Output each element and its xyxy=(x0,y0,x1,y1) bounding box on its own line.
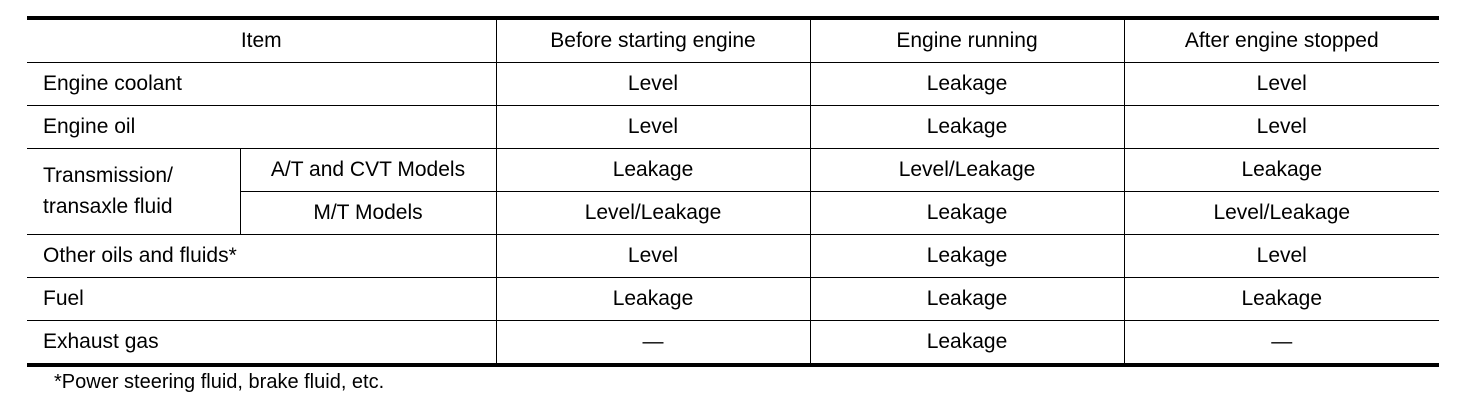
cell-running: Leakage xyxy=(810,106,1124,149)
row-item-line1: Transmission/ xyxy=(43,164,173,188)
row-item: Engine oil xyxy=(27,106,496,149)
header-item: Item xyxy=(27,18,496,63)
cell-after: Level xyxy=(1124,235,1439,278)
header-before-starting: Before starting engine xyxy=(496,18,810,63)
cell-after: Leakage xyxy=(1124,149,1439,192)
row-item-transmission xyxy=(27,149,240,235)
row-subitem: A/T and CVT Models xyxy=(240,149,496,192)
row-item: Exhaust gas xyxy=(27,321,496,366)
cell-before: Level xyxy=(496,235,810,278)
cell-running: Leakage xyxy=(810,278,1124,321)
table-row xyxy=(27,149,1439,192)
row-item: Fuel xyxy=(27,278,496,321)
cell-running: Leakage xyxy=(810,63,1124,106)
table-row xyxy=(27,106,1439,149)
cell-after: Level xyxy=(1124,63,1439,106)
footnote: *Power steering fluid, brake fluid, etc. xyxy=(54,371,385,393)
cell-after: Leakage xyxy=(1124,278,1439,321)
header-after-stopped: After engine stopped xyxy=(1124,18,1439,63)
cell-before: Leakage xyxy=(496,278,810,321)
cell-before: Level xyxy=(496,106,810,149)
inspection-table xyxy=(27,16,1439,367)
cell-running: Leakage xyxy=(810,235,1124,278)
table-row xyxy=(27,235,1439,278)
table-row xyxy=(27,63,1439,106)
cell-before: Leakage xyxy=(496,149,810,192)
cell-before: Level/Leakage xyxy=(496,192,810,235)
cell-before: Level xyxy=(496,63,810,106)
cell-after: Level/Leakage xyxy=(1124,192,1439,235)
row-item-line2: transaxle fluid xyxy=(43,194,173,218)
cell-running: Leakage xyxy=(810,321,1124,366)
table-row xyxy=(27,278,1439,321)
row-subitem: M/T Models xyxy=(240,192,496,235)
cell-running: Leakage xyxy=(810,192,1124,235)
inspection-table-container xyxy=(27,16,1439,367)
table-row xyxy=(27,321,1439,366)
row-item: Engine coolant xyxy=(27,63,496,106)
header-engine-running: Engine running xyxy=(810,18,1124,63)
cell-after: — xyxy=(1124,321,1439,366)
header-row xyxy=(27,18,1439,63)
cell-after: Level xyxy=(1124,106,1439,149)
cell-before: — xyxy=(496,321,810,366)
cell-running: Level/Leakage xyxy=(810,149,1124,192)
row-item: Other oils and fluids* xyxy=(27,235,496,278)
